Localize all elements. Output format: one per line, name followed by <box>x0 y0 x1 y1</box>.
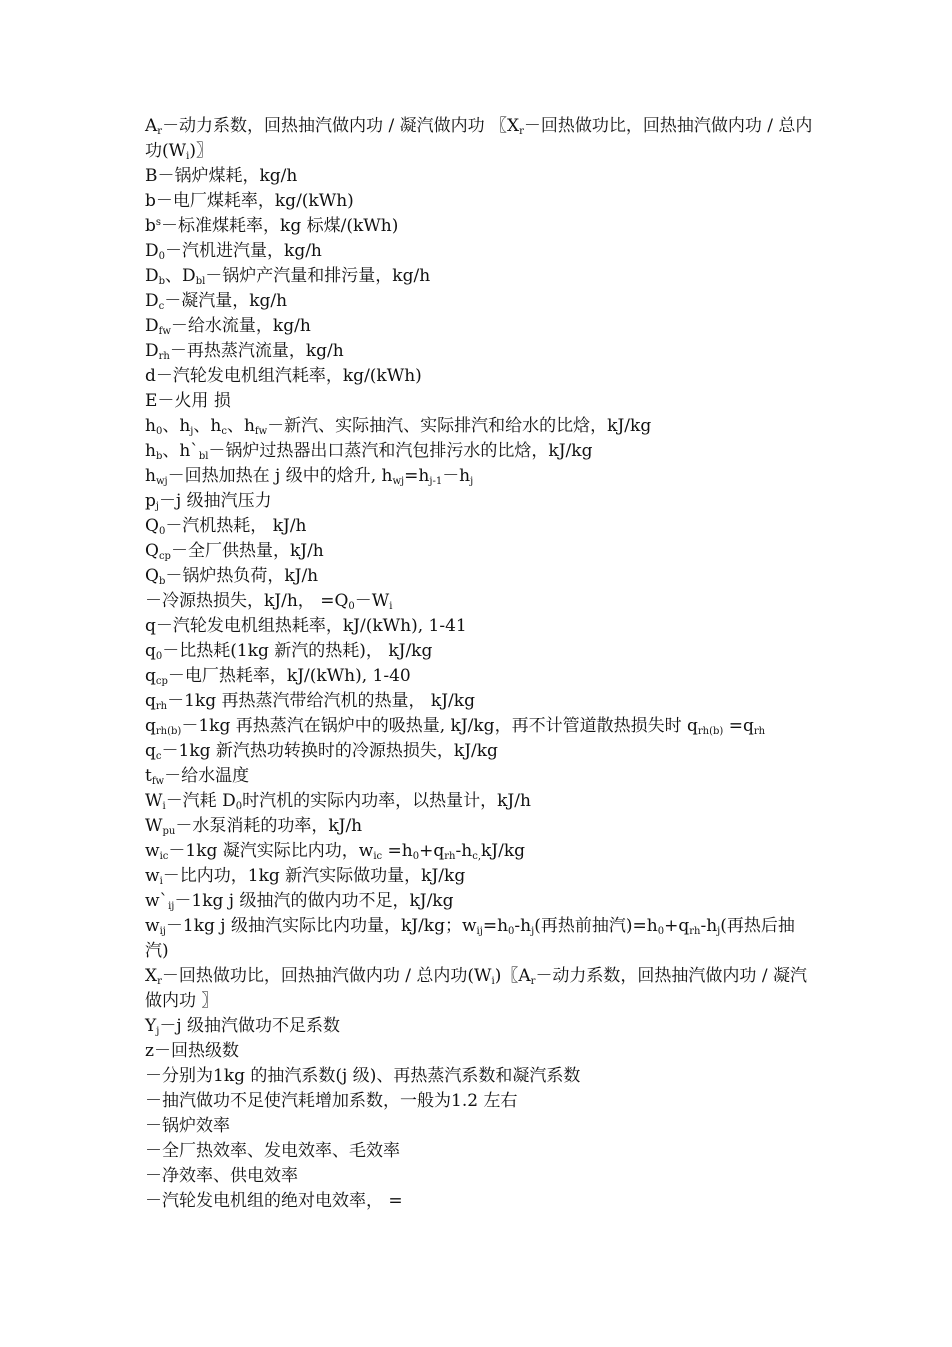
definition-line <box>145 364 815 389</box>
definition-text: =h <box>382 841 413 861</box>
symbol-definitions-list <box>145 114 815 1214</box>
definition-line <box>145 1039 815 1064</box>
definition-text: w <box>145 866 160 886</box>
definition-text: (再热后抽汽) <box>145 916 795 961</box>
subscript: 0 <box>657 926 665 937</box>
subscript: 0 <box>508 926 515 937</box>
definition-text: －冷源热损失，kJ/h， =Q <box>145 591 349 611</box>
definition-text: W <box>145 791 163 811</box>
definition-text: =h <box>482 916 509 936</box>
definition-text: －净效率、供电效率 <box>145 1166 298 1186</box>
definition-text: B－锅炉煤耗，kg/h <box>145 166 298 186</box>
subscript: rh <box>444 851 456 862</box>
definition-line <box>145 739 815 764</box>
definition-line <box>145 814 815 839</box>
definition-line <box>145 314 815 339</box>
subscript: c <box>221 426 227 437</box>
definition-line <box>145 389 815 414</box>
definition-line <box>145 439 815 464</box>
subscript: j <box>531 926 535 937</box>
definition-text: －全厂热效率、发电效率、毛效率 <box>145 1141 400 1161</box>
subscript: ic <box>159 851 169 862</box>
subscript: rh <box>155 701 168 712</box>
definition-text: －锅炉热负荷，kJ/h <box>165 566 319 586</box>
definition-text: －抽汽做功不足使汽耗增加系数，一般为1.2 左右 <box>145 1091 518 1111</box>
definition-line <box>145 339 815 364</box>
definition-text: －回热做功比，回热抽汽做内功 / 总内功(W <box>161 966 492 986</box>
definition-text: －汽耗 D <box>165 791 236 811</box>
definition-line <box>145 214 815 239</box>
definition-text: q <box>145 641 156 661</box>
subscript: ij <box>168 901 175 912</box>
definition-text: Q <box>145 541 159 561</box>
definition-text: )〗 <box>189 141 213 161</box>
definition-text: 、h <box>226 416 255 436</box>
definition-line <box>145 1189 815 1214</box>
subscript: b <box>158 276 166 287</box>
definition-text: －汽轮发电机组的绝对电效率， = <box>145 1191 403 1211</box>
definition-line <box>145 764 815 789</box>
definition-line <box>145 239 815 264</box>
subscript: c <box>158 301 165 312</box>
definition-text: －锅炉效率 <box>145 1116 230 1136</box>
definition-text: b <box>145 216 156 236</box>
definition-text: －1kg 再热蒸汽在锅炉中的吸热量, kJ/kg，再不计管道散热损失时 q <box>181 716 698 736</box>
subscript: 0 <box>158 526 166 537</box>
subscript: j <box>717 926 721 937</box>
definition-line <box>145 639 815 664</box>
definition-line <box>145 189 815 214</box>
definition-text: =q <box>723 716 754 736</box>
definition-text: －h <box>442 466 471 486</box>
definition-text: －1kg 新汽热功转换时的冷源热损失，kJ/kg <box>161 741 498 761</box>
definition-text: q <box>145 666 156 686</box>
definition-text: q <box>145 716 156 736</box>
definition-text: －分别为1kg 的抽汽系数(j 级)、再热蒸汽系数和凝汽系数 <box>145 1066 581 1086</box>
definition-text: =h <box>404 466 430 486</box>
definition-text: d－汽轮发电机组汽耗率，kg/(kWh) <box>145 366 422 386</box>
definition-text: D <box>145 266 159 286</box>
definition-text: -h <box>455 841 473 861</box>
definition-line <box>145 164 815 189</box>
definition-text: －新汽、实际抽汽、实际排汽和给水的比焓，kJ/kg <box>267 416 652 436</box>
definition-line <box>145 914 815 964</box>
subscript: bl <box>198 451 209 462</box>
definition-text: h <box>145 441 156 461</box>
definition-line <box>145 289 815 314</box>
subscript: j <box>470 476 474 487</box>
definition-text: Q <box>145 516 159 536</box>
subscript: i <box>389 601 393 612</box>
subscript: 0 <box>348 601 355 612</box>
definition-text: －全厂供热量，kJ/h <box>170 541 324 561</box>
subscript: cp <box>155 676 168 687</box>
definition-text: －1kg 再热蒸汽带给汽机的热量， kJ/kg <box>167 691 475 711</box>
subscript: fw <box>151 776 165 787</box>
subscript: wj <box>155 476 168 487</box>
definition-line <box>145 864 815 889</box>
definition-text: －W <box>354 591 390 611</box>
definition-text: －1kg 凝汽实际比内功，w <box>168 841 374 861</box>
subscript: rh(b) <box>155 726 182 737</box>
definition-text: －给水流量，kg/h <box>170 316 311 336</box>
definition-text: 、D <box>165 266 196 286</box>
definition-text: －锅炉过热器出口蒸汽和汽包排污水的比焓，kJ/kg <box>208 441 593 461</box>
subscript: cp <box>158 551 171 562</box>
subscript: r <box>530 976 536 987</box>
subscript: b <box>155 451 163 462</box>
subscript: j <box>190 426 194 437</box>
definition-line <box>145 614 815 639</box>
definition-text: X <box>145 966 158 986</box>
definition-text: －电厂热耗率，kJ/(kWh), 1-40 <box>167 666 411 686</box>
definition-text: -h <box>514 916 532 936</box>
definition-line <box>145 889 815 914</box>
definition-line <box>145 1064 815 1089</box>
definition-text: q <box>145 691 156 711</box>
definition-text: q <box>145 741 156 761</box>
definition-line <box>145 714 815 739</box>
definition-text: D <box>145 341 159 361</box>
definition-text: E－火用 损 <box>145 391 231 411</box>
subscript: i <box>186 151 190 162</box>
definition-text: －j 级抽汽做功不足系数 <box>159 1016 341 1036</box>
definition-text: －动力系数，回热抽汽做内功 / 凝汽做内功 〖X <box>162 116 520 136</box>
subscript: b <box>158 576 166 587</box>
definition-text: q－汽轮发电机组热耗率，kJ/(kWh), 1-41 <box>145 616 467 636</box>
subscript: j <box>156 1026 160 1037</box>
definition-text: －回热加热在 j 级中的焓升, h <box>167 466 393 486</box>
definition-text: －再热蒸汽流量，kg/h <box>169 341 344 361</box>
subscript: 0 <box>158 251 166 262</box>
definition-text: Y <box>145 1016 157 1036</box>
definition-line <box>145 514 815 539</box>
subscript: bl <box>195 276 206 287</box>
definition-line <box>145 964 815 1014</box>
definition-text: －动力系数，回热抽汽做内功 / 凝汽做内功 〗 <box>145 966 807 1011</box>
definition-text: W <box>145 816 163 836</box>
subscript: j <box>155 501 159 512</box>
subscript: 0 <box>155 426 163 437</box>
subscript: j-1 <box>429 476 443 487</box>
subscript: rh <box>158 351 170 362</box>
definition-text: －汽机进汽量，kg/h <box>165 241 322 261</box>
subscript: ij <box>159 926 166 937</box>
definition-line <box>145 489 815 514</box>
definition-text: +q <box>419 841 445 861</box>
definition-text: －凝汽量，kg/h <box>164 291 288 311</box>
definition-line <box>145 1164 815 1189</box>
definition-line <box>145 1014 815 1039</box>
subscript: wj <box>392 476 405 487</box>
definition-text: h <box>145 466 156 486</box>
definition-text: －1kg j 级抽汽的做内功不足，kJ/kg <box>174 891 454 911</box>
superscript: s <box>155 217 162 228</box>
definition-text: 、h` <box>162 441 199 461</box>
definition-text: t <box>145 766 152 786</box>
definition-text: p <box>145 491 156 511</box>
definition-text: 、h <box>162 416 191 436</box>
definition-line <box>145 414 815 439</box>
definition-text: w <box>145 841 160 861</box>
definition-text: w <box>145 916 160 936</box>
definition-line <box>145 1089 815 1114</box>
subscript: c, <box>472 851 481 862</box>
definition-line <box>145 539 815 564</box>
definition-text: 、h <box>193 416 222 436</box>
subscript: i <box>162 801 166 812</box>
definition-line <box>145 564 815 589</box>
definition-text: )〖A <box>494 966 531 986</box>
definition-text: D <box>145 316 159 336</box>
definition-text: kJ/kg <box>481 841 526 861</box>
definition-text: b－电厂煤耗率，kg/(kWh) <box>145 191 354 211</box>
definition-text: h <box>145 416 156 436</box>
definition-text: －1kg j 级抽汽实际比内功量，kJ/kg；w <box>165 916 477 936</box>
definition-text: －汽机热耗， kJ/h <box>165 516 307 536</box>
subscript: c <box>155 751 162 762</box>
definition-text: D <box>145 241 159 261</box>
subscript: rh(b) <box>697 726 724 737</box>
definition-line <box>145 839 815 864</box>
subscript: i <box>159 876 163 887</box>
subscript: i <box>491 976 495 987</box>
subscript: 0 <box>155 651 163 662</box>
definition-line <box>145 589 815 614</box>
definition-text: A <box>145 116 158 136</box>
definition-line <box>145 664 815 689</box>
definition-text: －比内功，1kg 新汽实际做功量，kJ/kg <box>162 866 466 886</box>
definition-text: －回热做功比，回热抽汽做内功 / 总内功(W <box>145 116 813 161</box>
definition-line <box>145 264 815 289</box>
definition-line <box>145 689 815 714</box>
definition-text: －标准煤耗率，kg 标煤/(kWh) <box>161 216 399 236</box>
definition-line <box>145 464 815 489</box>
definition-text: －水泵消耗的功率，kJ/h <box>175 816 363 836</box>
definition-text: －锅炉产汽量和排污量，kg/h <box>205 266 431 286</box>
subscript: ic <box>373 851 383 862</box>
definition-line <box>145 1114 815 1139</box>
subscript: r <box>157 126 163 137</box>
definition-text: 时汽机的实际内功率，以热量计，kJ/h <box>242 791 531 811</box>
subscript: fw <box>158 326 171 337</box>
definition-text: －j 级抽汽压力 <box>159 491 272 511</box>
subscript: r <box>157 976 162 987</box>
definition-text: (再热前抽汽)=h <box>534 916 658 936</box>
definition-text: D <box>145 291 159 311</box>
subscript: ij <box>476 926 483 937</box>
definition-text: w` <box>145 891 169 911</box>
definition-text: Q <box>145 566 159 586</box>
subscript: r <box>519 126 524 137</box>
definition-line <box>145 1139 815 1164</box>
subscript: rh <box>753 726 766 737</box>
definition-text: +q <box>664 916 690 936</box>
subscript: 0 <box>412 851 420 862</box>
definition-line <box>145 114 815 164</box>
definition-text: －比热耗(1kg 新汽的热耗)， kJ/kg <box>162 641 433 661</box>
definition-line <box>145 789 815 814</box>
subscript: 0 <box>235 801 243 812</box>
subscript: rh <box>689 926 701 937</box>
definition-text: -h <box>700 916 718 936</box>
definition-text: z－回热级数 <box>145 1041 239 1061</box>
subscript: pu <box>162 826 176 837</box>
subscript: fw <box>254 426 268 437</box>
definition-text: －给水温度 <box>164 766 250 786</box>
